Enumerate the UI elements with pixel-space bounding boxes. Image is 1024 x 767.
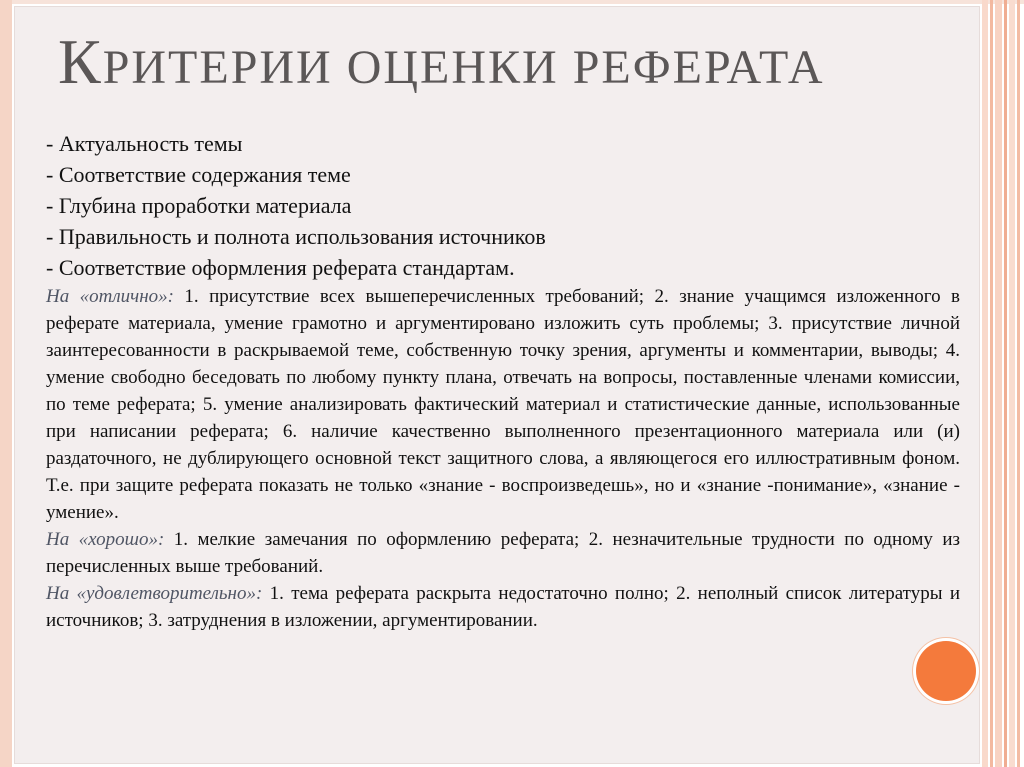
frame-top-border bbox=[0, 0, 1024, 4]
criteria-list bbox=[46, 128, 960, 283]
frame-stripe bbox=[1004, 0, 1007, 767]
frame-stripe bbox=[1017, 0, 1020, 767]
grade-good-text: 1. мелкие замечания по оформлению реферата; 2. незначительные трудности по одному из перечисленных выше требований. bbox=[46, 529, 960, 577]
grade-excellent-label: На «отлично»: bbox=[46, 286, 174, 307]
frame-stripe bbox=[995, 0, 1002, 767]
frame-left-border bbox=[0, 0, 12, 767]
criterion-item: - Соответствие содержания теме bbox=[46, 162, 351, 187]
grade-satisfactory bbox=[46, 580, 960, 634]
slide-body bbox=[46, 128, 960, 634]
title-rest: РИТЕРИИ ОЦЕНКИ РЕФЕРАТА bbox=[102, 41, 825, 94]
grade-excellent-text: 1. присутствие всех вышеперечисленных требований; 2. знание учащимся изложенного в реферате материала, умение грамотно и аргументировано изложить суть проблемы; 3. присутствие личной заинтересованности в раскрываемой теме, собственную точку зрения, аргументы и комментарии, выводы; 4. умение свободно беседовать по любому пункту плана, отвечать на вопросы, поставленные членами комиссии, по теме реферата; 5. умение анализировать фактический материал и статистические данные, использованные при написании реферата; 6. наличие качественно выполненного презентационного материала или (и) раздаточного, не дублирующего основной текст защитного слова, а являющегося его иллюстративным фоном. Т.е. при защите реферата показать не только «знание - воспроизведешь», но и «знание -понимание», «знание - умение». bbox=[46, 286, 960, 523]
grade-good-label: На «хорошо»: bbox=[46, 529, 165, 550]
grade-satisfactory-text: 1. тема реферата раскрыта недостаточно полно; 2. неполный список литературы и источников; 3. затруднения в изложении, аргументировании. bbox=[46, 583, 960, 631]
frame-stripe bbox=[990, 0, 993, 767]
frame-stripe bbox=[982, 0, 988, 767]
grade-satisfactory-label: На «удовлетворительно»: bbox=[46, 583, 263, 604]
frame-stripe bbox=[1009, 0, 1015, 767]
criterion-item: - Глубина проработки материала bbox=[46, 193, 352, 218]
criterion-item: - Актуальность темы bbox=[46, 131, 243, 156]
accent-circle-icon bbox=[916, 641, 976, 701]
title-first-letter: К bbox=[58, 26, 103, 97]
grade-good bbox=[46, 526, 960, 580]
criterion-item: - Правильность и полнота использования источников bbox=[46, 224, 546, 249]
criterion-item: - Соответствие оформления реферата стандартам. bbox=[46, 255, 515, 280]
slide-title bbox=[58, 26, 825, 97]
grade-excellent bbox=[46, 283, 960, 526]
